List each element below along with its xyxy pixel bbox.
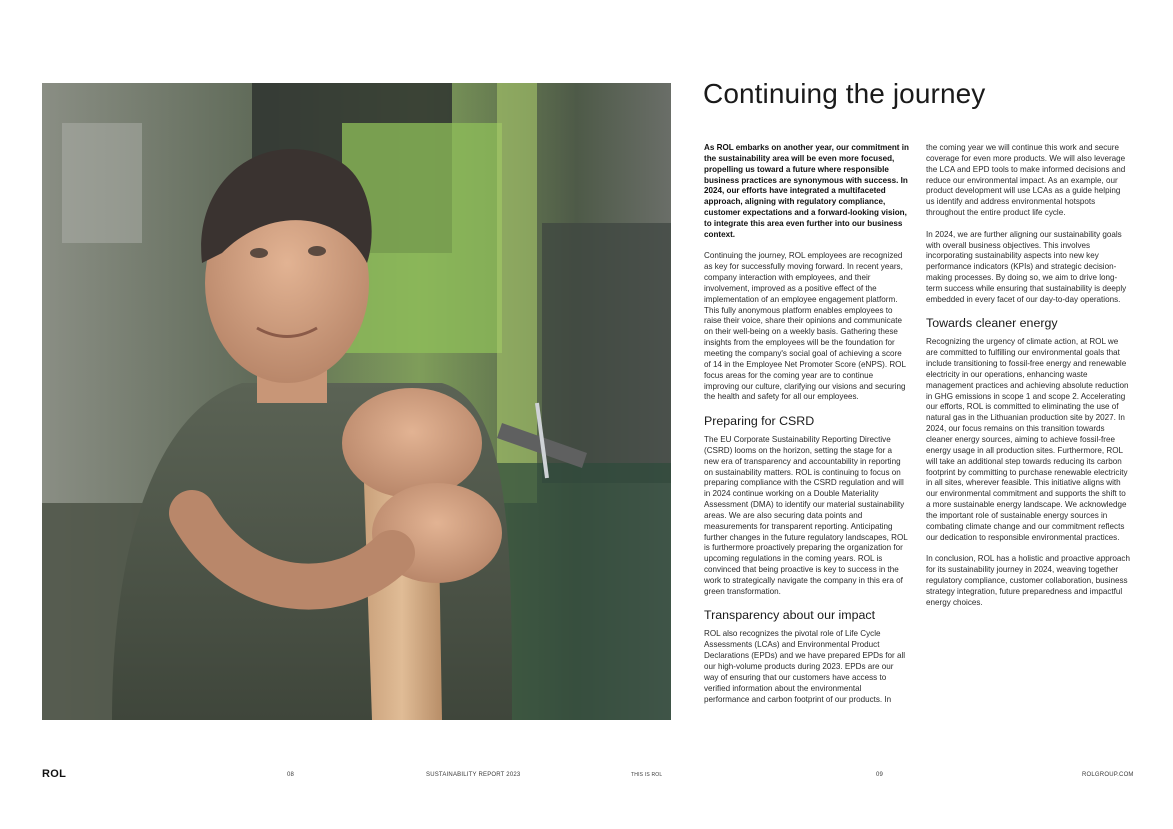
rol-logo: ROL	[42, 768, 67, 780]
paragraph-transparency: ROL also recognizes the pivotal role of Life Cycle Assessments (LCAs) and Environmental Product Declarations (EPDs) and we have prepared EPDs for all our high-volume products during 2023. EPDs are our way of ensuring that our customers have access to verified information about the environmental performance and carbon footprint of our products. In	[704, 629, 906, 704]
workshop-photo-illustration	[42, 83, 671, 720]
heading-transparency: Transparency about our impact	[704, 608, 876, 623]
page-number-left: 08	[287, 772, 295, 778]
page-number-right: 09	[876, 772, 884, 778]
text-column-right	[926, 143, 1131, 619]
heading-csrd: Preparing for CSRD	[704, 414, 815, 428]
paragraph-csrd: The EU Corporate Sustainability Reporting Directive (CSRD) looms on the horizon, setting the stage for a new era of transparency and accountability in reporting on sustainability matters. ROL is continuing to focus on preparing compliance with the CSRD regulation and will in 2024 continue working on a Double Materiality Assessment (DMA) to identify our material sustainability areas. We are also securing data points and measurements for transparent reporting. Anticipating further changes in the future regulatory landscapes, ROL is furthermore proactively preparing the organization for upcoming regulations in the coming years. ROL is convinced that being proactive is key to success in the work to strategically navigate the company in this era of green transformation.	[704, 435, 908, 596]
page-title: Continuing the journey	[703, 78, 986, 109]
text-column-left	[704, 143, 909, 716]
section-label: THIS IS ROL	[631, 772, 663, 778]
paragraph-energy: Recognizing the urgency of climate action, at ROL we are committed to fulfilling our environmental goals that include transitioning to fossil-free energy and renewable electricity in our operations, enhancing waste management practices and achieving absolute reduction in GHG emissions in scope 1 and scope 2. Accelerating our efforts, ROL is committed to eliminating the use of natural gas in the Lithuanian production site by 2027. In 2024, our focus remains on this transition towards cleaner energy sources, aiming to achieve fossil-free energy usage in all production sites. Furthermore, ROL will take an additional step towards reducing its carbon footprint by committing to purchase renewable electricity in all sites, wherever feasible. This initiative aligns with our environmental commitment and supports the shift to a more sustainable energy landscape. We acknowledge the important role of sustainable energy sources in combating climate change and our commitment reflects our dedication to responsible environmental practices.	[926, 337, 1129, 542]
paragraph-employees: Continuing the journey, ROL employees are recognized as key for successfully moving forward. In recent years, company interaction with employees, and their involvement, improved as a positive effect of the implementation of an employee engagement platform. This fully anonymous platform enables employees to raise their voice, share their opinions and communicate on their well-being on a weekly basis. Gathering these insights from the employees will be the foundation for meeting the company's social goal of achieving a score of 14 in the Employee Net Promoter Score (eNPS). ROL focus areas for the coming year are to continue improving our culture, clarifying our visions and securing the health and safety for all our employees.	[704, 251, 906, 402]
paragraph-conclusion: In conclusion, ROL has a holistic and proactive approach for its sustainability journey in 2024, weaving together regulatory compliance, customer collaboration, business strategy integration, future preparedness and impactful energy choices.	[926, 554, 1130, 607]
report-title: SUSTAINABILITY REPORT 2023	[426, 772, 521, 778]
paragraph-continuation: the coming year we will continue this work and secure coverage for even more products. We will also leverage the LCA and EPD tools to make informed decisions and reduce our environmental impact. As an example, our product development will use LCAs as a guide helping us identify and address environmental hotspots throughout the entire product life cycle.	[926, 143, 1126, 218]
lead-paragraph: As ROL embarks on another year, our commitment in the sustainability area will be even more focused, propelling us toward a future where responsible business practices are synonymous with success. In 2024, our efforts have integrated a multifaceted approach, aligning with regulatory compliance, customer expectations and a forward-looking vision, to integrate this area even further into our business context.	[704, 143, 909, 239]
hero-photo	[42, 83, 671, 720]
paragraph-goals: In 2024, we are further aligning our sustainability goals with overall business objectives. This involves incorporating sustainability aspects into new key performance indicators (KPIs) and strategic decision-making processes. By doing so, we aim to drive long-term success while ensuring that sustainability is deeply embedded in every facet of our day-to-day operations.	[926, 229, 1127, 304]
heading-energy: Towards cleaner energy	[926, 316, 1058, 331]
website-link[interactable]: ROLGROUP.COM	[1082, 772, 1134, 778]
